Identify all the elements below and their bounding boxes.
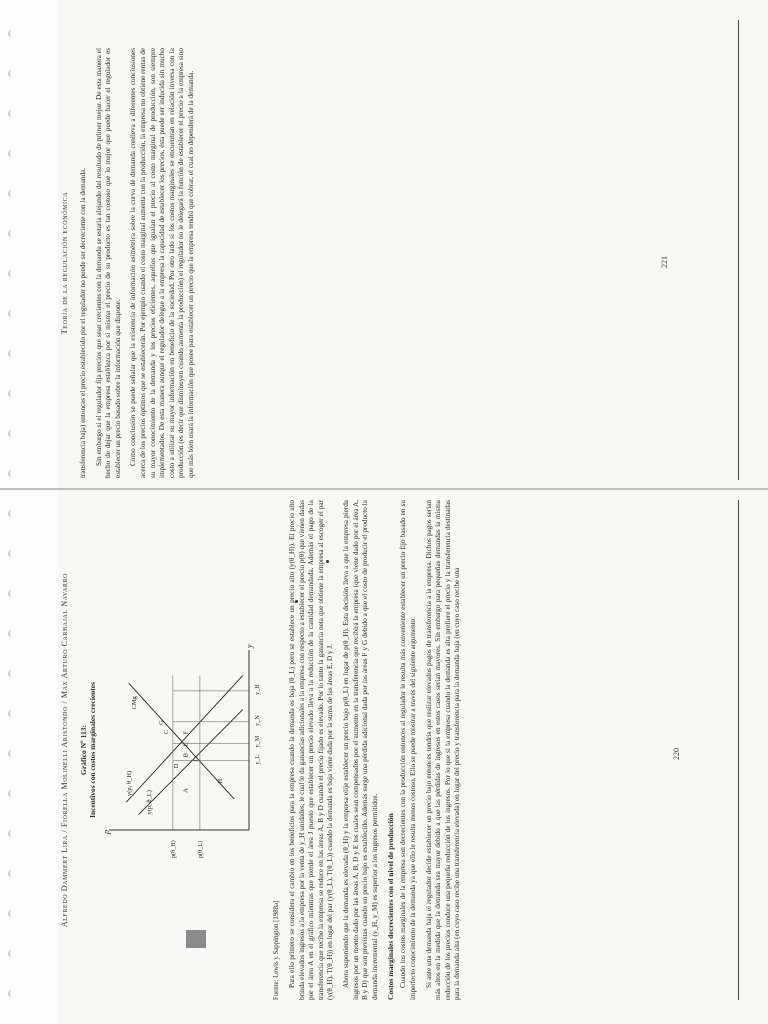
curve-label: y(p, θ_H) — [126, 770, 134, 796]
binder-hole — [8, 870, 24, 877]
paragraph: Ahora suponiendo que la demanda es elevada (θ_H) y la empresa elije establecer un precio bajo p(θ_L) en lugar de p(θ_H). Esta decisión lleva a que la empresa pierda ingresos por un monto dado por las áreas A, B, D y E los cuales sean compensados por el aumento en la transferencia que recibirá la empresa (que viene dado por el área A, B y D) que son previstas cuando un precio bajo es establecido. Además surge una pérdida adicional dada por las áreas F y G debido a que el costo de producir el producto la demanda incremental (y_H, y_M) es superior a los ingresos permitidos. — [341, 500, 379, 1000]
page-fold-line — [0, 488, 768, 490]
binder-hole — [8, 190, 24, 197]
running-head: Teoría de la regulación económica — [60, 191, 69, 335]
page-number: 220 — [672, 748, 681, 760]
x-tick-label: y_M — [254, 735, 261, 748]
binder-hole — [8, 150, 24, 157]
binder-hole — [8, 630, 24, 637]
binder-hole — [8, 910, 24, 917]
area-label: E — [182, 742, 190, 747]
binder-hole — [8, 430, 24, 437]
paragraph: Como conclusión se puede señalar que la existencia de información asimétrica sobre la curva de demanda conlleva a diferentes conclusiones acerca de los precios óptimos que se establecerán. Por ejemplo cuando el costo marginal aumenta con la producción, la empresa no obtiene rentas de su mayor conocimiento de la demanda y los precios eficientes, aquellos que igualan el precio al costo marginal de producción, son siempre implementados. De esta manera aunque el regulador delegue a la empresa la capacidad de establecer los precios, ésta puede ser inducida sin mucho costo a utilizar su mayor información en beneficio de la sociedad. Por otro lado si los costos marginales se encuentran en relación inversa con la producción (es decir que disminuyen cuando aumenta la producción) el regulador no le delegará la función de establecer el precio a la empresa sino que más bien usará la información que posee para establecer un precio que la empresa tendrá que cobrar, el cual no dependerá de la demanda. — [129, 48, 195, 478]
page-edge-line — [738, 500, 739, 1000]
binder-hole — [8, 230, 24, 237]
x-tick-label: y_N — [254, 715, 261, 726]
paragraph: transferencia baja) entonces el precio establecido por el regulador no puede ser decreciente con la demanda. — [79, 167, 87, 478]
binder-hole — [8, 710, 24, 717]
binder-hole — [8, 470, 24, 477]
binder-hole — [8, 990, 24, 997]
binder-hole — [8, 510, 24, 517]
figure-label: Gráfico Nº 113: — [79, 724, 88, 776]
binder-margin — [0, 0, 58, 1024]
paragraph: Si ante una demanda baja el regulador decide establecer un precio bajo entonces tendría que realizar elevados pagos de transferencia a la empresa. Dichos pagos serían más altos en la medida que la demanda sea mayor debido a que las pérdidas de ingresos en estos casos serían mayores. Sin embargo para pequeñas demandas la misma reducción de los precios conduce una pequeña reducción de los ingresos. Por lo que si la empresa cuando la demanda es alta prefiere el precio y la transferencia destinadas para la demanda alta (en cuyo caso recibe una transferencia elevada) en lugar del precio y transferencia para la demanda baja (en cuyo caso recibe una — [424, 500, 462, 1000]
y-tick-label: p(θ_H) — [169, 840, 177, 858]
area-label: J — [192, 759, 200, 762]
series-line-2 — [126, 675, 243, 802]
incentives-chart — [99, 640, 269, 860]
area-label: H — [217, 778, 224, 784]
series-line-1 — [139, 709, 243, 814]
binder-hole — [8, 270, 24, 277]
page-edge-line — [738, 20, 739, 480]
figure-source: Fuente: Lewis y Sappington [1988a] — [273, 900, 280, 1000]
area-label: D — [172, 763, 180, 769]
paragraph: Sin embargo si el regulador fija precios que sean crecientes con la demanda se estaría alejando del resultado de primer mejor. De esta manera el hecho de dejar que la empresa establezca por sí misma el precio de su producto es tan costoso que lo mejor que puede hacer el regulador es establecer un precio basado sobre la información que dispone. — [94, 48, 122, 478]
paragraph: Cuando los costos marginales de la empresa son decrecientes con la producción entonces al regulador le resulta más conveniente establecer un precio fijo basado en su imperfecto conocimiento de la demanda ya que ello le resulta menos costoso. Ello se puede mostrar a través del siguiente argumento: — [399, 500, 417, 1000]
binder-hole — [8, 30, 24, 37]
binder-hole — [8, 310, 24, 317]
area-label: F — [182, 730, 190, 735]
area-label: G — [158, 720, 166, 725]
page-220 — [60, 500, 700, 1000]
area-label: C — [163, 729, 170, 735]
section-heading: Costos marginales decrecientes con el nivel de producción — [386, 813, 396, 1000]
binder-hole — [8, 390, 24, 397]
binder-hole — [8, 110, 24, 117]
running-head: Alfredo Dammert Lira / Fiorella Molinelli Aristondo / Max Arturo Carbajal Navarro — [60, 572, 69, 928]
x-tick-label: y_H — [254, 684, 261, 695]
paragraph: Para ello primero se considera el cambio en los beneficios para la empresa cuando la demanda es baja (θ_L) pero se establece un precio alto (y(θ_H)). El precio alto brinda elevados ingresos a la empresa por la venta de y_H unidades, le cual le da ganancias adicionales a la empresa con respecto a establecer el precio p(θ) que vienen dadas por el área A en el gráfico mientras que pierde el área J puesto que establecer un precio elevado lleva a la reducción de la cantidad demandada. Además el pago de la transferencia que recibe la empresa se reduce en las áreas A, B y D cuando el precio fijado es elevado. Por lo tanto la ganancia neta que obtiene la empresa al escoger el par (y(θ_H), T(θ_H)) en lugar del par (y(θ_L), T(θ_L)) cuando la demanda es baja viene dada por la suma de las áreas E, D y J. — [288, 500, 335, 1000]
figure-title: Incentivos con costos marginales crecientes — [88, 682, 97, 818]
binder-hole — [8, 750, 24, 757]
y-axis-label: p — [102, 830, 111, 834]
area-label: B — [182, 753, 190, 758]
y-tick-label: p(θ_L) — [196, 840, 204, 858]
binder-hole — [8, 550, 24, 557]
area-label: A — [182, 788, 190, 793]
page-number: 221 — [660, 256, 669, 268]
x-axis-label: y — [245, 644, 254, 648]
curve-label: CMg — [131, 696, 139, 710]
binder-hole — [8, 950, 24, 957]
page-221 — [60, 48, 700, 478]
chart-svg — [99, 640, 269, 860]
binder-hole — [8, 830, 24, 837]
binder-hole — [8, 670, 24, 677]
binder-hole — [8, 790, 24, 797]
curve-label: y(p, θ_L) — [145, 790, 153, 815]
binder-hole — [8, 70, 24, 77]
binder-hole — [8, 350, 24, 357]
x-tick-label: y_L — [254, 754, 261, 765]
binder-hole — [8, 590, 24, 597]
